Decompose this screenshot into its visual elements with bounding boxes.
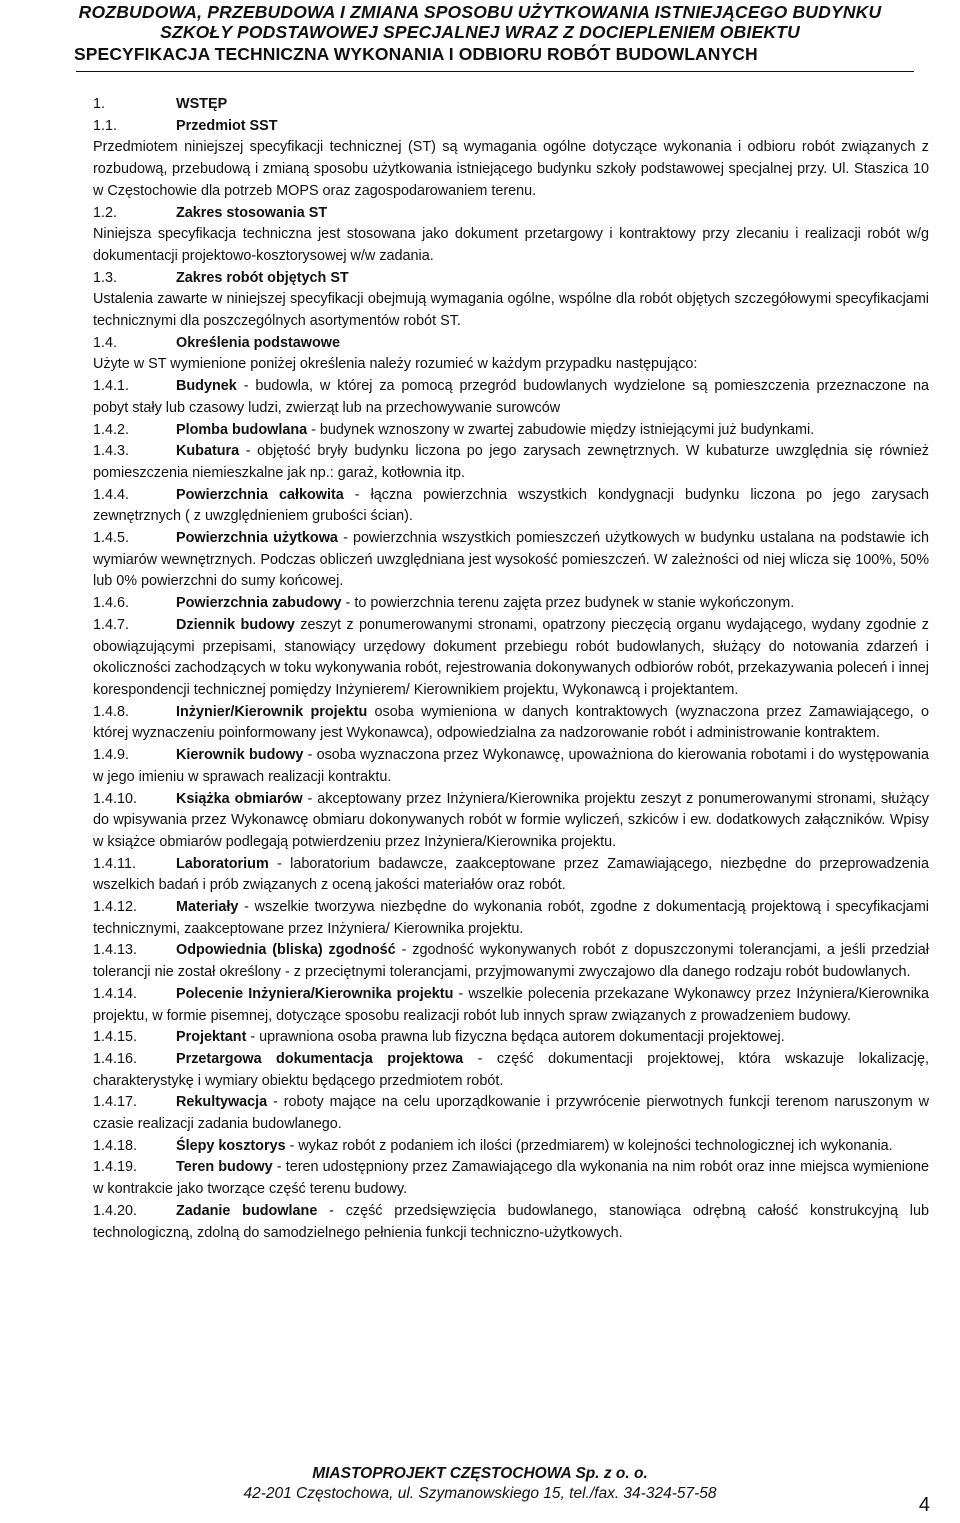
definitions-list <box>93 376 929 1244</box>
definition-number: 1.4.4. <box>93 486 130 503</box>
definition-item <box>93 1027 929 1049</box>
section-title: Zakres robót objętych ST <box>176 269 349 286</box>
definition-text: - objętość bryły budynku liczona po jego zarysach zewnętrznych. W kubaturze uwzględnia się również pomieszczenia niemieszkalne jak np.: garaż, kotłownia itp. <box>93 443 929 481</box>
definition-term: Laboratorium <box>176 855 269 872</box>
definition-number: 1.4.11. <box>93 855 136 872</box>
header-divider <box>76 71 914 72</box>
definition-item <box>93 1201 929 1244</box>
definition-text: - zgodność wykonywanych robót z dopuszczonymi tolerancjami, a jeśli przedział tolerancji nie został określony - z przeciętnymi tolerancjami, przyjmowanymi zwyczajowo dla danego rodzaju robót budowlanych. <box>93 942 930 981</box>
definition-number: 1.4.5. <box>93 530 130 547</box>
definition-text: - roboty mające na celu uporządkowanie i przywrócenie pierwotnych funkcji terenom naruszonym w czasie realizacji zadania budowlanego. <box>93 1094 929 1133</box>
definition-number: 1.4.9. <box>93 747 130 764</box>
section-heading <box>93 116 929 138</box>
definition-number: 1.4.18. <box>93 1137 138 1154</box>
definition-term: Kierownik budowy <box>176 747 304 764</box>
definition-number: 1.4.7. <box>93 616 130 633</box>
section-number: 1.1. <box>93 117 118 134</box>
definition-term: Przetargowa dokumentacja projektowa <box>176 1050 464 1067</box>
definition-text: - laboratorium badawcze, zaakceptowane przez Zamawiającego, niezbędne do przeprowadzenia wszelkich badań i prób związanych z oceną jakości materiałów oraz robót. <box>93 855 929 894</box>
section-number: 1. <box>93 96 106 112</box>
definition-item <box>93 1136 929 1158</box>
section-title: Określenia podstawowe <box>176 334 340 351</box>
definition-text: - wszelkie polecenia przekazane Wykonawcy przez Inżyniera/Kierownika projektu, w formie pisemnej, dotyczące sposobu realizacji robót lub innych spraw związanych z prowadzeniem budowy. <box>93 985 929 1024</box>
footer-company: MIASTOPROJEKT CZĘSTOCHOWA Sp. z o. o. <box>312 1465 648 1482</box>
definition-text: osoba wymieniona w danych kontraktowych (wyznaczona przez Zamawiającego, o której wyznaczeniu poinformowany jest Wykonawca), odpowiedzialna za nadzorowanie robót i administrowanie kontraktem. <box>93 703 929 742</box>
document-body <box>93 94 929 1244</box>
section-number: 1.3. <box>93 269 118 286</box>
definition-item <box>93 1092 929 1135</box>
section-heading <box>93 203 929 225</box>
definition-text: - część dokumentacji projektowej, która wskazuje lokalizację, charakterystykę i wymiary obiektu będącego przedmiotem robót. <box>93 1050 929 1089</box>
definition-text: zeszyt z ponumerowanymi stronami, opatrzony pieczęcią organu wydającego, wydany zgodnie z obowiązującymi przepisami, stanowiący urzędowy dokument przebiegu robót budowlanych, służący do notowania zdarzeń i okoliczności zachodzących w toku wykonywania robót, rejestrowania dokonywanych odbiorów robót, przekazywania poleceń i innej korespondencji technicznej pomiędzy Inżynierem/ Kierownikiem projektu, Wykonawcą i projektantem. <box>93 616 929 698</box>
definition-text: - budynek wznoszony w zwartej zabudowie między istniejącymi już budynkami. <box>307 421 815 438</box>
definition-text: - to powierzchnia terenu zajęta przez budynek w stanie wykończonym. <box>341 595 795 612</box>
definition-item <box>93 702 929 745</box>
definition-text: - łączna powierzchnia wszystkich kondygnacji budynku liczona po jego zarysach zewnętrznych ( z uwzględnieniem grubości ścian). <box>93 486 929 525</box>
definition-term: Polecenie Inżyniera/Kierownika projektu <box>176 985 454 1002</box>
definition-item <box>93 745 929 788</box>
definition-number: 1.4.10. <box>93 790 138 807</box>
section-heading <box>93 333 929 355</box>
definition-number: 1.4.17. <box>93 1094 138 1111</box>
definition-item <box>93 420 929 442</box>
definition-term: Plomba budowlana <box>176 421 308 438</box>
definition-term: Budynek <box>176 378 237 395</box>
definition-term: Dziennik budowy <box>176 616 295 633</box>
section-heading <box>93 94 929 116</box>
page-number: 4 <box>918 1494 930 1516</box>
definition-text: - teren udostępniony przez Zamawiającego dla wykonania na nim robót oraz inne miejsca wymienione w kontrakcie jako tworzące część terenu budowy. <box>93 1159 929 1198</box>
section-number: 1.4. <box>93 334 118 351</box>
page-footer <box>0 1465 960 1505</box>
definition-number: 1.4.1. <box>93 378 130 395</box>
definition-number: 1.4.3. <box>93 443 130 460</box>
definition-item <box>93 984 929 1027</box>
definition-item <box>93 940 929 983</box>
definition-term: Teren budowy <box>176 1159 273 1176</box>
definition-text: - budowla, w której za pomocą przegród budowlanych wydzielone są pomieszczenia przeznaczone na pobyt stały lub czasowy ludzi, zwierząt lub na przechowywanie surowców <box>93 378 929 416</box>
definition-term: Odpowiednia (bliska) zgodność <box>176 942 396 959</box>
section-paragraph: Niniejsza specyfikacja techniczna jest stosowana jako dokument przetargowy i kontraktowy przy zlecaniu i realizacji robót w/g dokumentacji projektowo-kosztorysowej w/w zadania. <box>93 226 929 264</box>
definition-number: 1.4.8. <box>93 703 130 720</box>
section-paragraph: Przedmiotem niniejszej specyfikacji technicznej (ST) są wymagania ogólne dotyczące wykonania i odbioru robót związanych z rozbudową, przebudową i zmianą sposobu użytkowania istniejącego budynku szkoły podstawowej specjalnej przy. Ul. Staszica 10 w Częstochowie dla potrzeb MOPS oraz zagospodarowaniem terenu. <box>93 139 929 199</box>
definition-text: - osoba wyznaczona przez Wykonawcę, upoważniona do kierowania robotami i do występowania w jego imieniu w sprawach realizacji kontraktu. <box>93 747 929 785</box>
section-heading <box>93 268 929 290</box>
definition-text: - uprawniona osoba prawna lub fizyczna będąca autorem dokumentacji projektowej. <box>246 1029 785 1046</box>
section-title: Zakres stosowania ST <box>176 204 328 221</box>
definition-item <box>93 441 929 484</box>
definition-number: 1.4.6. <box>93 595 130 612</box>
definition-term: Powierzchnia zabudowy <box>176 595 342 612</box>
header-document-title: SPECYFIKACJA TECHNICZNA WYKONANIA I ODBIORU ROBÓT BUDOWLANYCH <box>74 44 758 64</box>
page-header <box>0 0 960 65</box>
definition-number: 1.4.12. <box>93 899 138 916</box>
definition-item <box>93 485 929 528</box>
section-paragraph: Ustalenia zawarte w niniejszej specyfikacji obejmują wymagania ogólne, wspólne dla robót objętych szczegółowymi specyfikacjami technicznymi dla poszczególnych asortymentów robót ST. <box>93 291 929 330</box>
header-project-title-line1: ROZBUDOWA, PRZEBUDOWA I ZMIANA SPOSOBU UŻYTKOWANIA ISTNIEJĄCEGO BUDYNKU <box>78 2 882 22</box>
definition-item <box>93 897 929 940</box>
footer-address: 42-201 Częstochowa, ul. Szymanowskiego 15, tel./fax. 34-324-57-58 <box>243 1485 717 1502</box>
definition-text: - akceptowany przez Inżyniera/Kierownika projektu zeszyt z ponumerowanymi stronami, służący do wpisywania przez Wykonawcę obmiaru dokonywanych robót w formie wyliczeń, szkiców i ew. dodatkowych załączników. Wpisy w książce obmiarów podlegają potwierdzeniu przez Inżyniera/Kierownika projektu. <box>93 790 930 850</box>
definition-item <box>93 789 929 854</box>
definition-text: - powierzchnia wszystkich pomieszczeń użytkowych w budynku ustalana na podstawie ich wymiarów wewnętrznych. Podczas obliczeń uwzględniana jest wysokość pomieszczeń. W zależności od niej wlicza się 100%, 50% lub 0% powierzchni do sumy końcowej. <box>93 530 929 590</box>
section-number: 1.2. <box>93 204 118 221</box>
definition-term: Ślepy kosztorys <box>176 1137 286 1154</box>
definition-number: 1.4.15. <box>93 1029 138 1046</box>
section-title: WSTĘP <box>176 96 228 112</box>
definition-term: Zadanie budowlane <box>176 1202 318 1219</box>
definition-term: Projektant <box>176 1029 247 1046</box>
section-title: Przedmiot SST <box>176 117 278 134</box>
definition-number: 1.4.2. <box>93 421 130 438</box>
definition-number: 1.4.19. <box>93 1159 138 1176</box>
definition-term: Materiały <box>176 899 239 916</box>
definition-text: - wykaz robót z podaniem ich ilości (przedmiarem) w kolejności technologicznej ich wykonania. <box>285 1137 893 1154</box>
definition-item <box>93 376 929 419</box>
definition-text: - wszelkie tworzywa niezbędne do wykonania robót, zgodne z dokumentacją projektową i specyfikacjami technicznymi, zaakceptowane przez Inżyniera/ Kierownika projektu. <box>93 899 929 937</box>
definition-item <box>93 615 929 702</box>
section-paragraph: Użyte w ST wymienione poniżej określenia należy rozumieć w każdym przypadku następująco: <box>93 356 698 373</box>
definition-term: Powierzchnia użytkowa <box>176 530 338 547</box>
header-project-title-line2: SZKOŁY PODSTAWOWEJ SPECJALNEJ WRAZ Z DOCIEPLENIEM OBIEKTU <box>160 22 800 42</box>
definition-term: Kubatura <box>176 443 240 460</box>
definition-item <box>93 593 929 615</box>
definition-number: 1.4.20. <box>93 1202 138 1219</box>
definition-item <box>93 528 929 593</box>
definition-item <box>93 1157 929 1200</box>
definition-term: Książka obmiarów <box>176 790 303 807</box>
definition-number: 1.4.13. <box>93 942 138 959</box>
definition-number: 1.4.16. <box>93 1050 138 1067</box>
definition-term: Powierzchnia całkowita <box>176 486 344 503</box>
definition-text: - część przedsięwzięcia budowlanego, stanowiąca odrębną całość konstrukcyjną lub technologiczną, zdolną do samodzielnego pełnienia funkcji techniczno-użytkowych. <box>93 1202 929 1241</box>
definition-item <box>93 854 929 897</box>
definition-number: 1.4.14. <box>93 985 138 1002</box>
definition-item <box>93 1049 929 1092</box>
definition-term: Rekultywacja <box>176 1094 268 1111</box>
definition-term: Inżynier/Kierownik projektu <box>176 703 368 720</box>
